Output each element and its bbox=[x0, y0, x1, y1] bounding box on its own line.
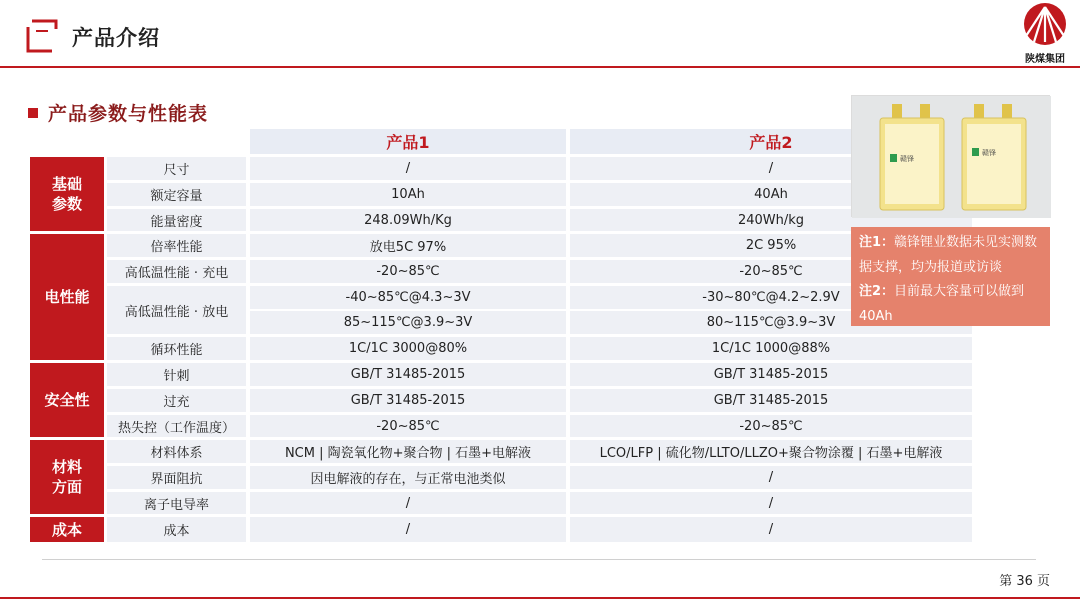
page-title: 产品介绍 bbox=[72, 26, 160, 50]
table-cell-p2: LCO/LFP | 硫化物/LLTO/LLZO+聚合物涂覆 | 石墨+电解液 bbox=[570, 440, 972, 463]
page-number: 第 36 页 bbox=[999, 574, 1050, 589]
table-cell-p1: 10Ah bbox=[250, 183, 566, 206]
table-cell-p1: GB/T 31485-2015 bbox=[250, 389, 566, 412]
table-cell-p1: / bbox=[250, 517, 566, 542]
table-cell-p2: 1C/1C 1000@88% bbox=[570, 337, 972, 360]
column-header-product2: 产品2 bbox=[570, 129, 972, 154]
table-cell-p1: 248.09Wh/Kg bbox=[250, 209, 566, 231]
row-label: 循环性能 bbox=[107, 337, 246, 360]
section-title-text: 产品参数与性能表 bbox=[48, 103, 209, 125]
table-cell-p1: / bbox=[250, 492, 566, 514]
category-safety bbox=[30, 363, 104, 437]
table-cell-p2: -20~85℃ bbox=[570, 260, 972, 283]
footer-bar bbox=[0, 597, 1080, 599]
table-cell-p2: GB/T 31485-2015 bbox=[570, 389, 972, 412]
table-cell-p1: NCM | 陶瓷氧化物+聚合物 | 石墨+电解液 bbox=[250, 440, 566, 463]
table-cell-p1: 因电解液的存在，与正常电池类似 bbox=[250, 466, 566, 489]
bullet-square-icon bbox=[28, 108, 38, 118]
note1-text: 赣锋锂业数据未见实测数据支撑，均为报道或访谈 bbox=[859, 235, 1038, 275]
header-divider bbox=[0, 66, 1080, 68]
category-electrical-label: 电性能 bbox=[44, 288, 90, 306]
note1-label: 注1： bbox=[859, 235, 895, 250]
category-safety-label: 安全性 bbox=[44, 391, 90, 409]
table-cell-p2: 240Wh/kg bbox=[570, 209, 972, 231]
category-basic bbox=[30, 157, 104, 231]
table-cell-p2: 40Ah bbox=[570, 183, 972, 206]
table-cell-p2: / bbox=[570, 492, 972, 514]
battery-cells-icon bbox=[852, 96, 1051, 218]
category-cost-label: 成本 bbox=[51, 520, 82, 539]
company-logo-text: 陕煤集团 bbox=[1025, 54, 1065, 65]
row-label: 成本 bbox=[107, 517, 246, 542]
row-label: 过充 bbox=[107, 389, 246, 412]
category-material-label: 材料 方面 bbox=[51, 458, 82, 496]
footer-divider bbox=[42, 559, 1036, 560]
table-cell-p2: / bbox=[570, 466, 972, 489]
notes-box bbox=[851, 227, 1050, 326]
table-cell-p1: -20~85℃ bbox=[250, 260, 566, 283]
note2-label: 注2： bbox=[859, 284, 895, 299]
row-label: 材料体系 bbox=[107, 440, 246, 463]
table-cell-p2: / bbox=[570, 517, 972, 542]
table-cell-p2: / bbox=[570, 157, 972, 180]
row-label: 倍率性能 bbox=[107, 234, 246, 257]
table-cell-p2: 2C 95% bbox=[570, 234, 972, 257]
note2-text: 目前最大容量可以做到40Ah bbox=[859, 284, 1025, 324]
row-label: 界面阻抗 bbox=[107, 466, 246, 489]
table-cell-p1: 放电5C 97% bbox=[250, 234, 566, 257]
table-cell-p2: -30~80℃@4.2~2.9V bbox=[570, 286, 972, 309]
row-label: 离子电导率 bbox=[107, 492, 246, 514]
section-title bbox=[28, 99, 208, 126]
row-label: 高低温性能 · 放电 bbox=[107, 286, 246, 334]
row-label: 热失控（工作温度） bbox=[107, 415, 246, 437]
category-electrical bbox=[30, 234, 104, 360]
table-cell-p1: 85~115℃@3.9~3V bbox=[250, 311, 566, 334]
category-material bbox=[30, 440, 104, 514]
row-label: 针刺 bbox=[107, 363, 246, 386]
table-cell-p1: 1C/1C 3000@80% bbox=[250, 337, 566, 360]
row-label: 尺寸 bbox=[107, 157, 246, 180]
table-cell-p1: GB/T 31485-2015 bbox=[250, 363, 566, 386]
category-basic-label: 基础 参数 bbox=[51, 175, 82, 213]
row-label: 高低温性能 · 充电 bbox=[107, 260, 246, 283]
table-cell-p1: -20~85℃ bbox=[250, 415, 566, 437]
battery-photo bbox=[851, 95, 1050, 217]
table-cell-p2: GB/T 31485-2015 bbox=[570, 363, 972, 386]
header-bracket-icon bbox=[26, 17, 60, 55]
column-header-product1: 产品1 bbox=[250, 129, 566, 154]
table-cell-p1: -40~85℃@4.3~3V bbox=[250, 286, 566, 309]
battery-brand-label: 赣锋 bbox=[900, 155, 914, 163]
battery-brand-label: 赣锋 bbox=[982, 149, 996, 157]
row-label: 能量密度 bbox=[107, 209, 246, 231]
table-cell-p1: / bbox=[250, 157, 566, 180]
table-cell-p2: 80~115℃@3.9~3V bbox=[570, 311, 972, 334]
table-cell-p2: -20~85℃ bbox=[570, 415, 972, 437]
row-label: 额定容量 bbox=[107, 183, 246, 206]
category-cost bbox=[30, 517, 104, 542]
